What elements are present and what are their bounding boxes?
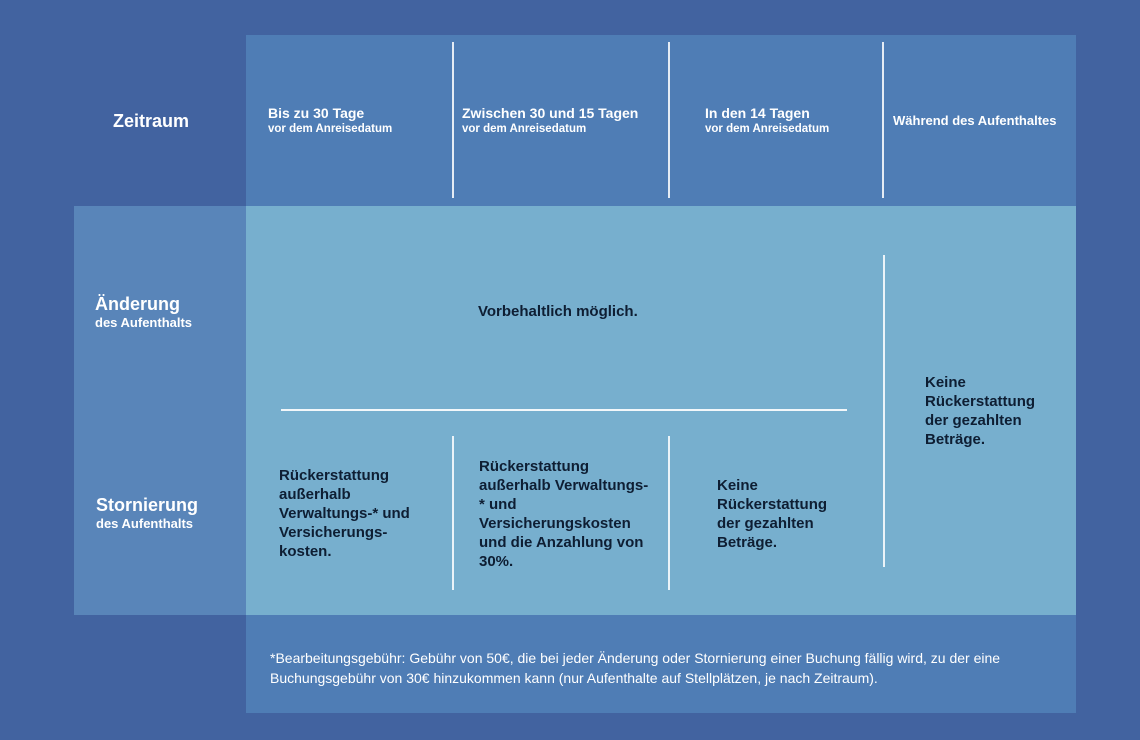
cell-aenderung-merged: Vorbehaltlich möglich.: [478, 303, 638, 320]
column-title: Während des Aufenthaltes: [893, 113, 1057, 128]
cell-storno-col1: Rückerstattung außerhalb Verwaltungs-* und Versicherungs-kosten.: [279, 467, 410, 560]
header-divider: [668, 42, 670, 198]
cell-storno-col3: Keine Rückerstattung der gezahlten Beträge.: [717, 477, 828, 551]
column-title: Bis zu 30 Tage: [268, 105, 365, 121]
header-divider: [452, 42, 454, 198]
body-divider: [668, 436, 670, 590]
cell-storno-col2: Rückerstattung außerhalb Verwaltungs-* und Versicherungskosten und die Anzahlung von 30%.: [479, 458, 649, 570]
column-title: In den 14 Tagen: [705, 105, 810, 121]
column-subtitle: vor dem Anreisedatum: [268, 123, 393, 135]
body-divider: [452, 436, 454, 590]
row-divider: [281, 409, 847, 411]
row-subtitle: des Aufenthalts: [96, 516, 194, 531]
row-title: Stornierung: [96, 495, 198, 515]
body-divider: [883, 255, 885, 567]
column-title: Zwischen 30 und 15 Tagen: [462, 105, 639, 121]
footnote-text: *Bearbeitungsgebühr: Gebühr von 50€, die bei jeder Änderung oder Stornierung einer Buchung fällig wird, zu der eine Buchungsgebühr von 30€ hinzukommen kann (nur Aufenthalte auf Stellplätzen, je nach Zeitraum).: [270, 650, 1001, 686]
header-divider: [882, 42, 884, 198]
cell-during-stay: Keine Rückerstattung der gezahlten Beträge.: [925, 374, 1036, 448]
zeitraum-label: Zeitraum: [113, 111, 190, 131]
column-subtitle: vor dem Anreisedatum: [462, 123, 587, 135]
column-subtitle: vor dem Anreisedatum: [705, 123, 830, 135]
row-header-column: [74, 206, 246, 615]
row-subtitle: des Aufenthalts: [95, 315, 193, 330]
row-title: Änderung: [95, 294, 180, 314]
